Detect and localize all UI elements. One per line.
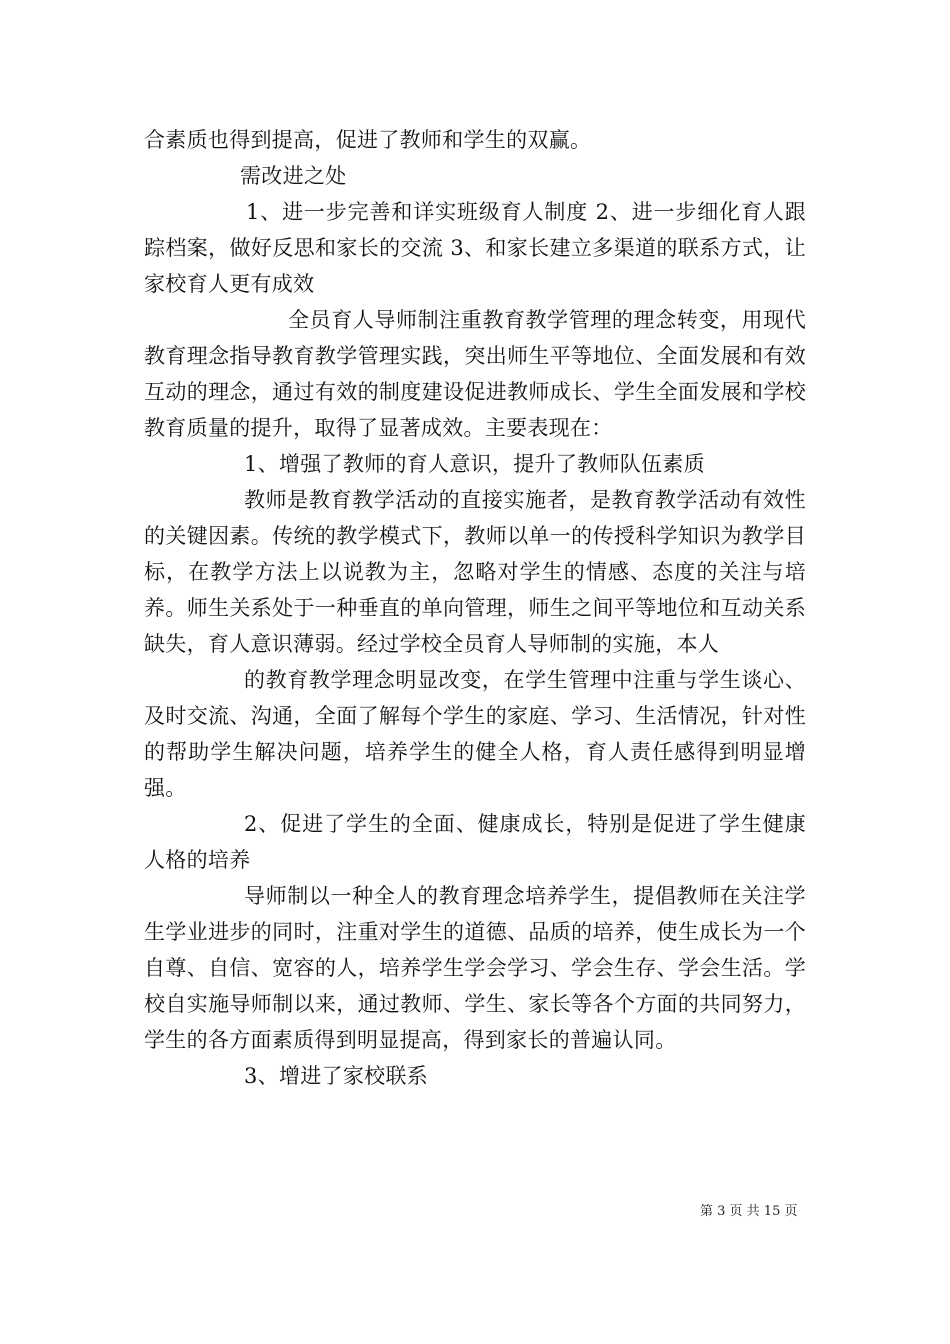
heading-point-1: 1、增强了教师的育人意识，提升了教师队伍素质 (244, 452, 705, 476)
section-heading-improvements: 需改进之处 (240, 164, 347, 188)
paragraph-point-1-body: 教师是教育教学活动的直接实施者，是教育教学活动有效性的关键因素。传统的教学模式下，教师以单一的传授科学知识为教学目标，在教学方法上以说教为主，忽略对学生的情感、态度的关注与培养。师生关系处于一种垂直的单向管理，师生之间平等地位和互动关系缺失，育人意识薄弱。经过学校全员育人导师制的实施，本人 (144, 488, 806, 656)
paragraph-point-1-continued: 的教育教学理念明显改变，在学生管理中注重与学生谈心、及时交流、沟通，全面了解每个学生的家庭、学习、生活情况，针对性的帮助学生解决问题，培养学生的健全人格，育人责任感得到明显增强。 (144, 668, 806, 800)
heading-point-3: 3、增进了家校联系 (244, 1064, 429, 1088)
heading-point-2: 2、促进了学生的全面、健康成长，特别是促进了学生健康人格的培养 (144, 812, 806, 872)
paragraph-intro-continuation: 合素质也得到提高，促进了教师和学生的双赢。 (144, 128, 592, 152)
paragraph-point-2-body: 导师制以一种全人的教育理念培养学生，提倡教师在关注学生学业进步的同时，注重对学生的道德、品质的培养，使生成长为一个自尊、自信、宽容的人，培养学生学会学习、学会生存、学会生活。学校自实施导师制以来，通过教师、学生、家长等各个方面的共同努力，学生的各方面素质得到明显提高，得到家长的普遍认同。 (144, 884, 806, 1052)
paragraph-improvement-items: 1、进一步完善和详实班级育人制度 2、进一步细化育人跟踪档案，做好反思和家长的交流 3、和家长建立多渠道的联系方式，让家校育人更有成效 (144, 200, 806, 296)
page-number-footer: 第 3 页 共 15 页 (700, 1204, 798, 1219)
paragraph-concept-overview: 全员育人导师制注重教育教学管理的理念转变，用现代教育理念指导教育教学管理实践，突出师生平等地位、全面发展和有效互动的理念，通过有效的制度建设促进教师成长、学生全面发展和学校教育质量的提升，取得了显著成效。主要表现在： (144, 308, 806, 440)
document-body (144, 122, 806, 1094)
